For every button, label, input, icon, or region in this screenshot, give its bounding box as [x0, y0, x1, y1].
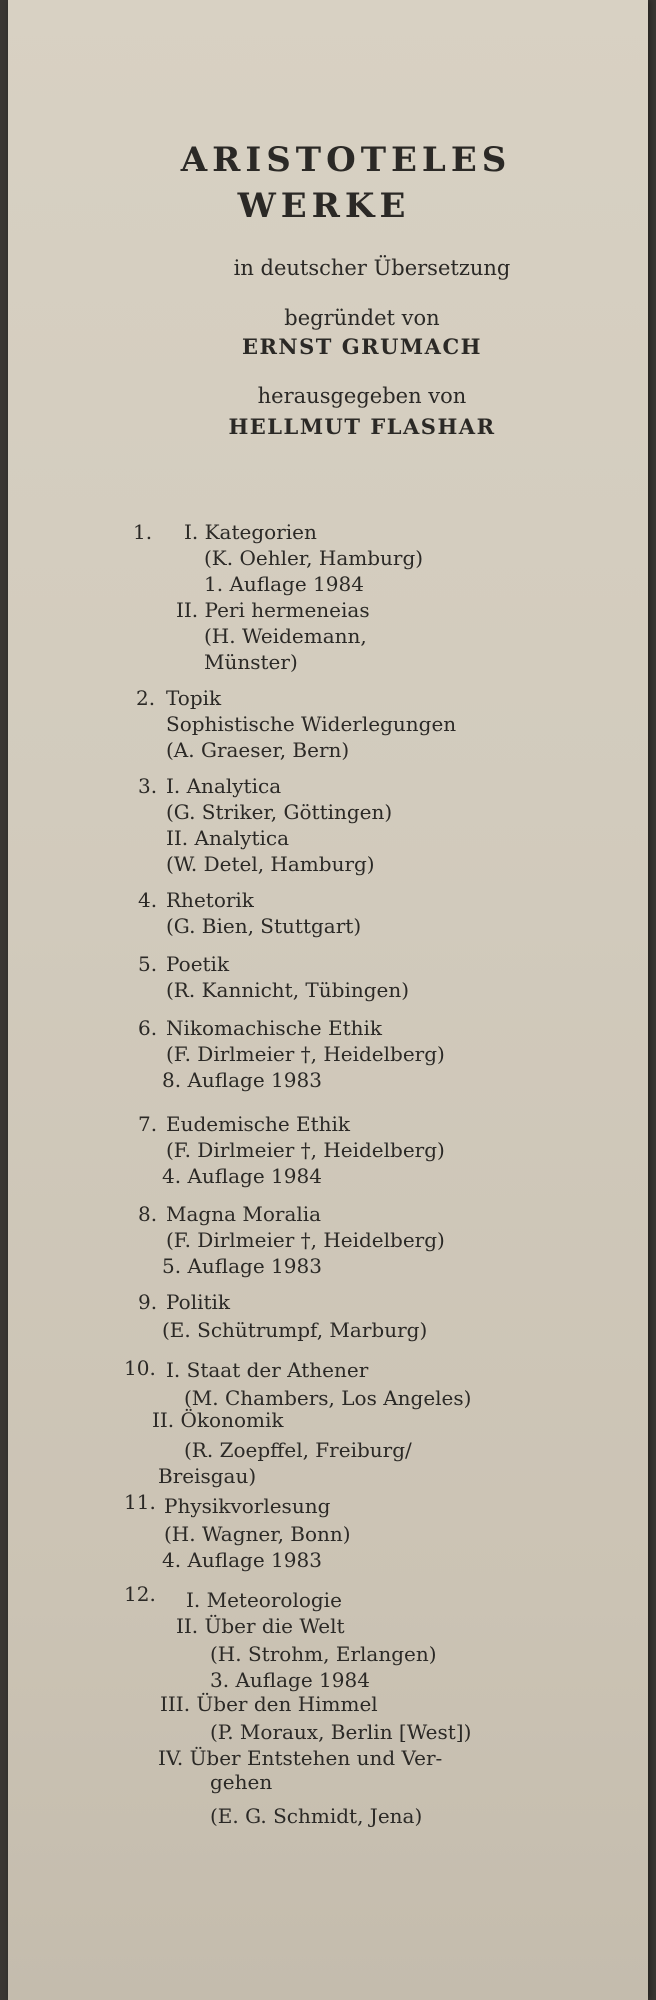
volume-line: Münster) — [204, 650, 298, 674]
volume-number: 1. — [133, 520, 153, 544]
volume-line: (A. Graeser, Bern) — [166, 738, 350, 762]
volume-line: 3. Auflage 1984 — [210, 1668, 370, 1692]
volume-line: (F. Dirlmeier †, Heidelberg) — [166, 1138, 445, 1162]
volume-line: I. Analytica — [166, 774, 282, 798]
volume-number: 6. — [138, 1016, 158, 1040]
volume-line: II. Peri hermeneias — [176, 598, 370, 622]
volume-line: (G. Bien, Stuttgart) — [166, 914, 362, 938]
volume-number: 2. — [136, 686, 156, 710]
volume-line: (E. Schütrumpf, Marburg) — [162, 1318, 428, 1342]
volume-line: (H. Weidemann, — [204, 624, 367, 648]
volume-line: Poetik — [166, 952, 230, 976]
book-cover-page — [8, 0, 648, 2000]
volume-line: II. Über die Welt — [176, 1614, 345, 1638]
volume-line: Magna Moralia — [166, 1202, 322, 1226]
volume-line: (G. Striker, Göttingen) — [166, 800, 393, 824]
volume-line: Sophistische Widerlegungen — [166, 712, 457, 736]
volume-number: 11. — [124, 1490, 156, 1514]
volume-line: 4. Auflage 1983 — [162, 1548, 322, 1572]
volume-line: II. Ökonomik — [152, 1408, 284, 1432]
volume-line: (M. Chambers, Los Angeles) — [184, 1386, 472, 1410]
volume-line: Nikomachische Ethik — [166, 1016, 382, 1040]
volume-line: Physikvorlesung — [164, 1494, 331, 1518]
volume-line: Rhetorik — [166, 888, 254, 912]
volume-number: 10. — [124, 1356, 156, 1380]
volume-number: 12. — [124, 1582, 156, 1606]
volume-line: (W. Detel, Hamburg) — [166, 852, 375, 876]
volume-line: (H. Wagner, Bonn) — [164, 1522, 351, 1546]
volume-line: I. Meteorologie — [186, 1588, 342, 1612]
volume-line: IV. Über Entstehen und Ver- — [158, 1746, 443, 1770]
founder-name: ERNST GRUMACH — [241, 334, 483, 359]
series-title-line1: ARISTOTELES — [180, 140, 512, 180]
volume-number: 8. — [138, 1202, 158, 1226]
volume-line: Topik — [166, 686, 222, 710]
volume-line: Breisgau) — [158, 1464, 257, 1488]
series-subtitle: in deutscher Übersetzung — [233, 256, 511, 280]
volume-line: (E. G. Schmidt, Jena) — [210, 1804, 423, 1828]
volume-line: 4. Auflage 1984 — [162, 1164, 322, 1188]
volume-line: (P. Moraux, Berlin [West]) — [210, 1720, 472, 1744]
volume-line: Eudemische Ethik — [166, 1112, 351, 1136]
volume-number: 4. — [138, 888, 158, 912]
volume-line: (K. Oehler, Hamburg) — [204, 546, 424, 570]
volume-number: 9. — [138, 1290, 158, 1314]
volume-line: 5. Auflage 1983 — [162, 1254, 322, 1278]
volume-line: (F. Dirlmeier †, Heidelberg) — [166, 1228, 445, 1252]
editor-label: herausgegeben von — [257, 384, 467, 408]
volume-line: III. Über den Himmel — [160, 1692, 378, 1716]
volume-number: 7. — [138, 1112, 158, 1136]
volume-number: 5. — [138, 952, 158, 976]
volume-line: 1. Auflage 1984 — [204, 572, 364, 596]
volume-number: 3. — [138, 774, 158, 798]
volume-line: gehen — [210, 1770, 273, 1794]
volume-line: Politik — [166, 1290, 231, 1314]
volume-line: (H. Strohm, Erlangen) — [210, 1642, 437, 1666]
volume-line: (R. Zoepffel, Freiburg/ — [184, 1438, 412, 1462]
volume-line: II. Analytica — [166, 826, 290, 850]
volume-line: (F. Dirlmeier †, Heidelberg) — [166, 1042, 445, 1066]
founded-label: begründet von — [284, 306, 440, 330]
volume-line: I. Kategorien — [184, 520, 317, 544]
volume-line: 8. Auflage 1983 — [162, 1068, 322, 1092]
volume-line: (R. Kannicht, Tübingen) — [166, 978, 410, 1002]
series-title-line2: WERKE — [237, 186, 411, 226]
volume-line: I. Staat der Athener — [166, 1358, 369, 1382]
editor-name: HELLMUT FLASHAR — [228, 414, 496, 439]
